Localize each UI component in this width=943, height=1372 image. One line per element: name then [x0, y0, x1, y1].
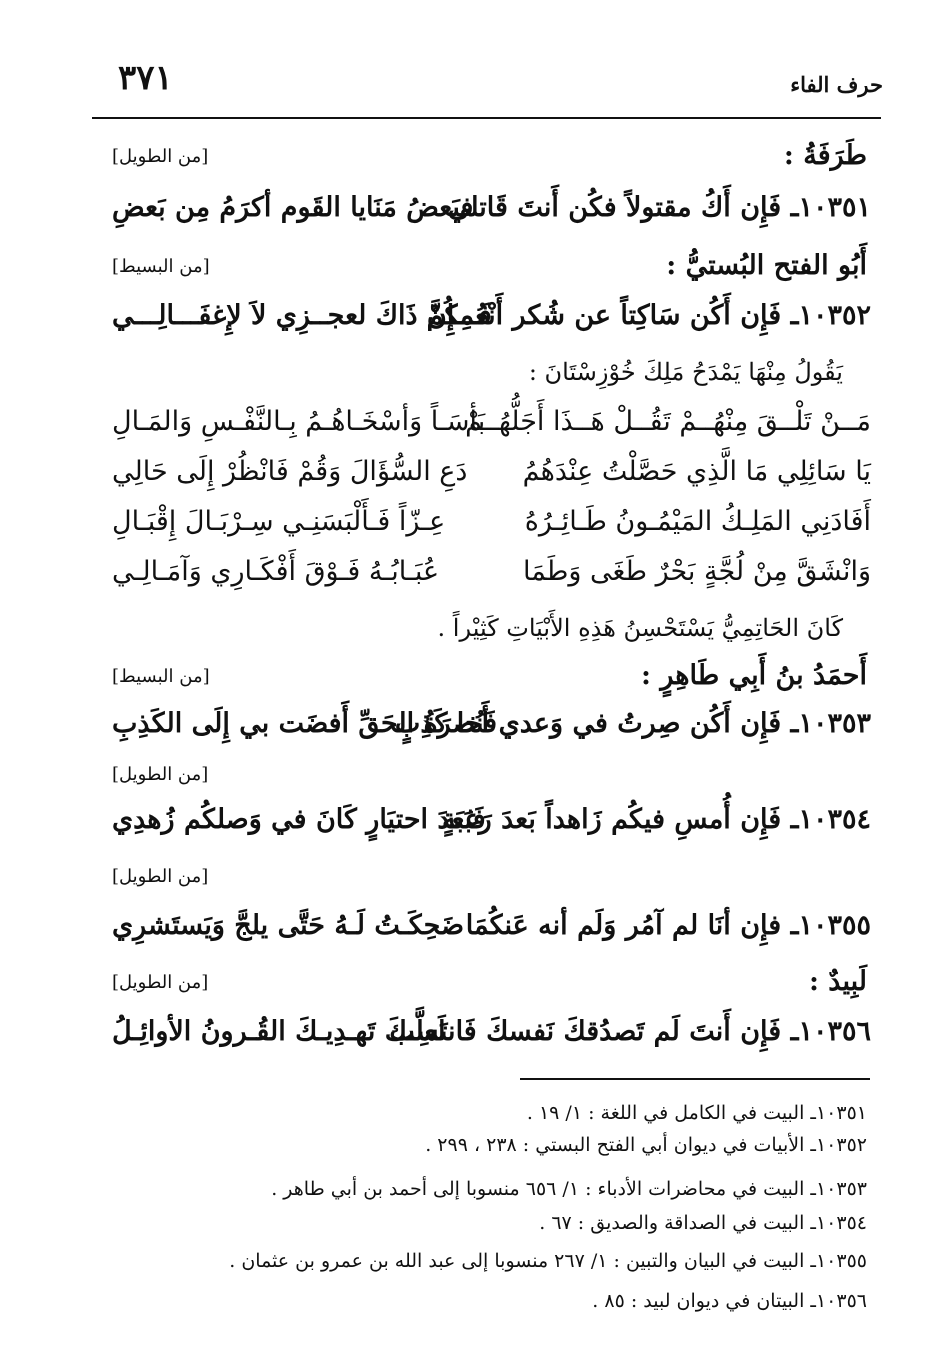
- verse-row: [112, 804, 871, 854]
- meter-label: [من الطويل]: [112, 764, 209, 785]
- verse-first-hemistich: ١٠٣٥٤ـ فَإِن أُمسِ فيكُم زَاهداً بَعدَ رَغبَةٍ: [441, 804, 871, 835]
- header-rule: [92, 117, 881, 119]
- verse-second-hemistich: فَنُصرَةُ الحَقِّ أَفضَت بي إِلَى الكَذِبِ: [112, 708, 498, 739]
- verse-second-hemistich: فَـــإِنَّ ذَاكَ لعجــزِي لاَ لإِغفَـــالِـــي: [112, 300, 492, 331]
- verse-row: [112, 192, 871, 242]
- meter-label: [من البسيط]: [112, 256, 210, 277]
- poet-name: طَرَفَةُ :: [783, 140, 867, 171]
- verse-row: [112, 1016, 871, 1066]
- verse-row: [112, 910, 871, 960]
- footnote: ١٠٣٥٤ـ البيت في الصداقة والصديق : ٦٧ .: [539, 1212, 867, 1234]
- verse-row: [112, 556, 871, 606]
- meter-label: [من الطويل]: [112, 866, 209, 887]
- verse-first-hemistich: يَا سَائِلِي مَا الَّذِي حَصَّلْتُ عِنْدَهُمُ: [522, 456, 871, 487]
- poet-name: أَبُو الفتح البُستيُّ :: [666, 250, 867, 281]
- section-title: حرف الفاء: [790, 72, 883, 97]
- verse-first-hemistich: ١٠٣٥٥ـ فإِن أنَا لم آمُر وَلَم أنه عَنكُمَا: [465, 910, 871, 941]
- verse-second-hemistich: دَعِ السُّؤَالَ وَقُمْ فَانْظُرْ إِلَى حَالِي: [112, 456, 468, 487]
- meter-label: [من البسيط]: [112, 666, 210, 687]
- verse-first-hemistich: ١٠٣٥٢ـ فَإِن أَكُن سَاكِتاً عن شُكر أَنْعُمِكُمْ: [426, 300, 871, 331]
- poet-name: أَحمَدُ بنُ أَبِي طَاهِرٍ :: [641, 660, 867, 691]
- footnote: ١٠٣٥٣ـ البيت في محاضرات الأدباء : ١/ ٦٥٦ منسوبا إلى أحمد بن أبي طاهر .: [271, 1178, 867, 1200]
- verse-row: [112, 456, 871, 506]
- verse-first-hemistich: ١٠٣٥٣ـ فَإِن أَكُن صِرتُ في وَعدي أَخا كَذِبٍ: [394, 708, 871, 739]
- footnote: ١٠٣٥٥ـ البيت في البيان والتبين : ١/ ٢٦٧ منسوبا إلى عبد الله بن عمرو بن عثمان .: [229, 1250, 867, 1272]
- footnote: ١٠٣٥١ـ البيت في الكامل في اللغة : ١/ ١٩ .: [526, 1102, 867, 1124]
- verse-row: [112, 406, 871, 456]
- verse-first-hemistich: مَــنْ تَلْــقَ مِنْهُــمْ تَقُــلْ هَــذَا أَجَلُّهُــمْ: [465, 406, 871, 437]
- page-number: ٣٧١: [118, 58, 173, 98]
- verse-row: [112, 506, 871, 556]
- meter-label: [من الطويل]: [112, 972, 209, 993]
- verse-row: [112, 708, 871, 758]
- verse-first-hemistich: أَفَادَنِي المَلِـكُ المَيْمُـونُ طَـائِـرُهُ: [524, 506, 871, 537]
- verse-second-hemistich: فبَعضُ مَنَايا القَوم أكرَمُ مِن بَعضِ: [112, 192, 474, 223]
- footnote: ١٠٣٥٦ـ البيتان في ديوان لبيد : ٨٥ .: [592, 1290, 867, 1312]
- verse-second-hemistich: عُبَـابُـهُ فَـوْقَ أَفْكَـارِي وَآمَـالِـي: [112, 556, 440, 587]
- verse-second-hemistich: فَبَعدَ احتيَارٍ كَانَ في وَصلكُم زُهدِي: [112, 804, 486, 835]
- footnote-rule: [520, 1078, 870, 1080]
- verse-second-hemistich: ضَحِكَـتُ لَـهُ حَتَّى يلجَّ وَيَستَشرِي: [112, 910, 465, 941]
- outro-note: كَانَ الحَاتِمِيُّ يَسْتَحْسِنُ هَذِهِ الأَبْيَاتِ كَثِيْراً .: [437, 614, 843, 642]
- footnote: ١٠٣٥٢ـ الأبيات في ديوان أبي الفتح البستي : ٢٣٨ ، ٢٩٩ .: [425, 1134, 867, 1156]
- poet-name: لَبِيدٌ :: [808, 966, 867, 997]
- verse-second-hemistich: بَأسَـاً وَأسْخَـاهُـمُ بِـالنَّفْـسِ وَالمَـالِ: [112, 406, 486, 437]
- intro-note: يَقُولُ مِنْهَا يَمْدَحُ مَلِكَ خُوْزِسْتَانَ :: [528, 358, 843, 386]
- verse-first-hemistich: ١٠٣٥١ـ فَإِن أَكُ مقتولاً فكُن أَنتَ قَاتلي: [447, 192, 871, 223]
- verse-second-hemistich: لَعلَّـكَ تَهـدِيـكَ القُـرونُ الأوائِـلُ: [112, 1016, 446, 1047]
- verse-row: [112, 300, 871, 350]
- verse-second-hemistich: عِـزّاً فَـأَلْبَسَنِـي سِـرْبَـالَ إِقْبَـالِ: [112, 506, 446, 537]
- meter-label: [من الطويل]: [112, 146, 209, 167]
- verse-first-hemistich: ١٠٣٥٦ـ فَإِن أَنتَ لَم تَصدُقكَ نَفسكَ فَانتَسِب: [389, 1016, 871, 1047]
- verse-first-hemistich: وَانْشَقَّ مِنْ لُجَّةٍ بَحْرٌ طَغَى وَطَمَا: [523, 556, 871, 587]
